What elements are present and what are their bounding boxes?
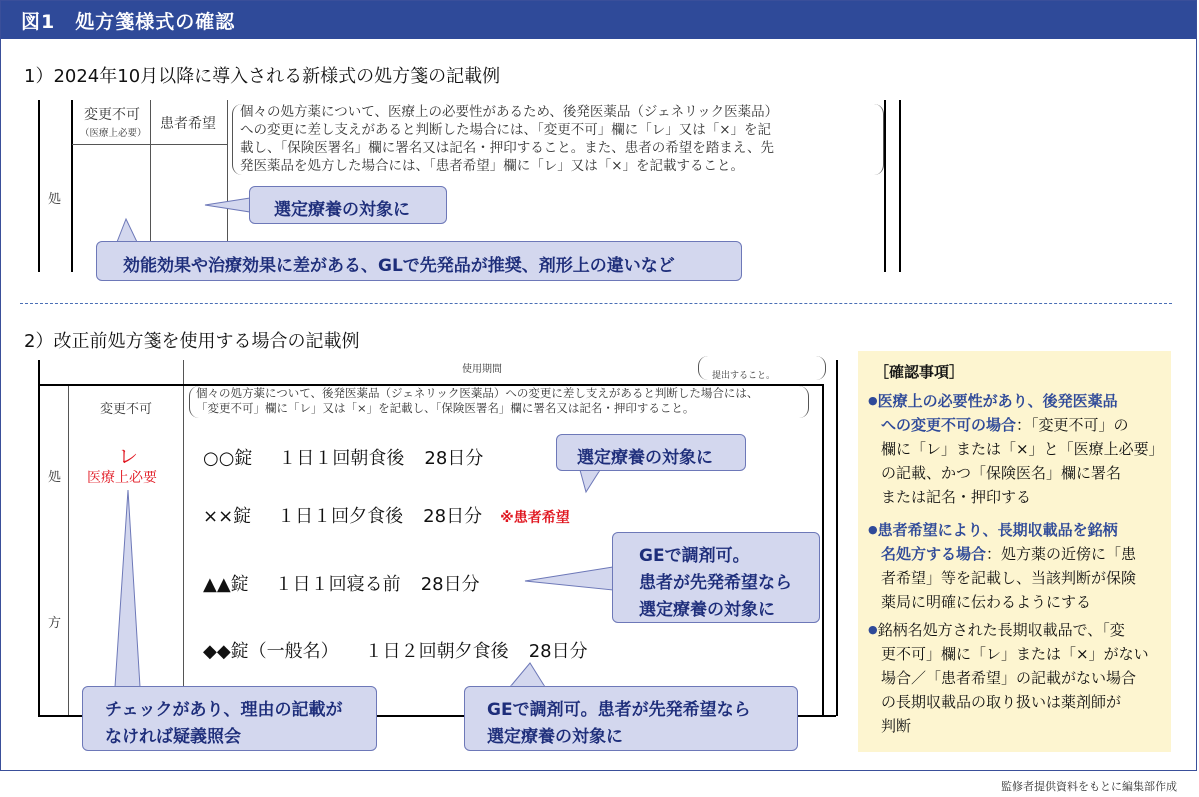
patient-wish-note: ※患者希望 [500, 510, 570, 526]
s1-note-line: 発医薬品を処方した場合には、「患者希望」欄に「レ」又は「×」を記載すること。 [240, 158, 745, 174]
section-divider [20, 303, 1172, 304]
panel-text: の記載、かつ「保険医名」欄に署名 [881, 464, 1122, 482]
panel-text: ：処方薬の近傍に「患 [986, 545, 1137, 563]
s1-note-line: 載し、「保険医署名」欄に署名又は記名・押印すること。また、患者の希望を踏まえ、先 [240, 140, 775, 156]
s1-col-change: 変更不可 [84, 107, 140, 123]
s2-note-line: 個々の処方薬について、後発医薬品（ジェネリック医薬品）への変更に差し支えがあると判断した場合には、 [196, 386, 759, 400]
panel-emphasis: 医療上の必要性があり、後発医薬品 [877, 392, 1118, 410]
panel-item-line [868, 690, 1166, 714]
figure-title: 図1 処方箋様式の確認 [21, 11, 236, 33]
panel-item-line [868, 461, 1166, 485]
section2-title: 2）改正前処方箋を使用する場合の記載例 [24, 331, 360, 352]
s2-col-change: 変更不可 [100, 402, 153, 417]
drug-row-2: ××錠 １日１回夕食後 28日分 ※患者希望 [203, 506, 570, 527]
panel-item [868, 618, 1166, 738]
s2-top-cut-left: 使用期間 [462, 364, 502, 375]
section1-title: 1）2024年10月以降に導入される新様式の処方箋の記載例 [24, 66, 501, 87]
s2-top-cut-right: 提出すること。 [712, 371, 776, 381]
panel-text: 判断 [881, 717, 912, 735]
callout-ge-ok-1: GEで調剤可。 患者が先発希望なら 選定療養の対象に [612, 532, 820, 623]
panel-item-line [868, 566, 1166, 590]
panel-item-line [868, 642, 1166, 666]
panel-text: 銘柄名処方された長期収載品で、「変 [877, 621, 1125, 639]
check-label: 医療上必要 [87, 470, 157, 486]
check-mark: レ [118, 444, 138, 468]
panel-emphasis: 名処方する場合 [881, 545, 987, 563]
panel-item-line [868, 666, 1166, 690]
confirmation-panel [858, 351, 1171, 752]
panel-item-line [868, 618, 1166, 642]
bullet-icon: ● [868, 523, 878, 536]
panel-text: 欄に「レ」または「×」と「医療上必要」 [881, 440, 1164, 458]
panel-text: 更不可」欄に「レ」または「×」がない [881, 645, 1149, 663]
panel-item-line [868, 714, 1166, 738]
bullet-icon: ● [868, 394, 878, 407]
callout-sentei-1: 選定療養の対象に [249, 186, 447, 224]
panel-item [868, 518, 1166, 614]
s1-row-label: 処 [48, 192, 62, 207]
drug-row-1: ○○錠 １日１回朝食後 28日分 [203, 448, 484, 469]
drug-row-4: ◆◆錠（一般名） １日２回朝夕食後 28日分 [203, 641, 588, 662]
s1-note-line: への変更に差し支えがあると判断した場合には、「変更不可」欄に「レ」又は「×」を記 [240, 122, 772, 138]
panel-item-line [868, 590, 1166, 614]
panel-item-line [868, 413, 1166, 437]
s2-row-label-1: 処 [48, 470, 62, 485]
callout-ge-ok-2: GEで調剤可。患者が先発希望なら 選定療養の対象に [464, 686, 798, 751]
callout-inquiry: チェックがあり、理由の記載が なければ疑義照会 [82, 686, 377, 751]
s1-note-line: 個々の処方薬について、医療上の必要性があるため、後発医薬品（ジェネリック医薬品） [240, 104, 779, 120]
panel-item [868, 389, 1166, 509]
panel-item-line [868, 542, 1166, 566]
s1-col-patient: 患者希望 [160, 116, 216, 132]
panel-text: または記名・押印する [881, 488, 1032, 506]
panel-text: 者希望」等を記載し、当該判断が保険 [881, 569, 1137, 587]
drug-row-3: ▲▲錠 １日１回寝る前 28日分 [203, 574, 480, 595]
footer-credit: 監修者提供資料をもとに編集部作成 [1001, 780, 1177, 793]
panel-text: の長期収載品の取り扱いは薬剤師が [881, 693, 1122, 711]
panel-item-line [868, 437, 1166, 461]
panel-emphasis: 患者希望により、長期収載品を銘柄 [877, 521, 1118, 539]
callout-reasons: 効能効果や治療効果に差がある、GLで先発品が推奨、剤形上の違いなど [96, 241, 742, 281]
s2-row-label-2: 方 [48, 616, 62, 631]
s1-col-change-sub: （医療上必要） [80, 128, 147, 139]
panel-heading: ［確認事項］ [874, 363, 965, 381]
panel-text: ：「変更不可」の [1016, 416, 1129, 434]
panel-emphasis: への変更不可の場合 [881, 416, 1017, 434]
panel-text: 薬局に明確に伝わるようにする [881, 593, 1092, 611]
s2-note-line: 「変更不可」欄に「レ」又は「×」を記載し、「保険医署名」欄に署名又は記名・押印すること。 [196, 401, 695, 415]
bullet-icon: ● [868, 623, 878, 636]
panel-item-line [868, 389, 1166, 413]
panel-item-line [868, 485, 1166, 509]
callout-sentei-2: 選定療養の対象に [556, 434, 746, 471]
panel-text: 場合／「患者希望」の記載がない場合 [881, 669, 1137, 687]
panel-item-line [868, 518, 1166, 542]
